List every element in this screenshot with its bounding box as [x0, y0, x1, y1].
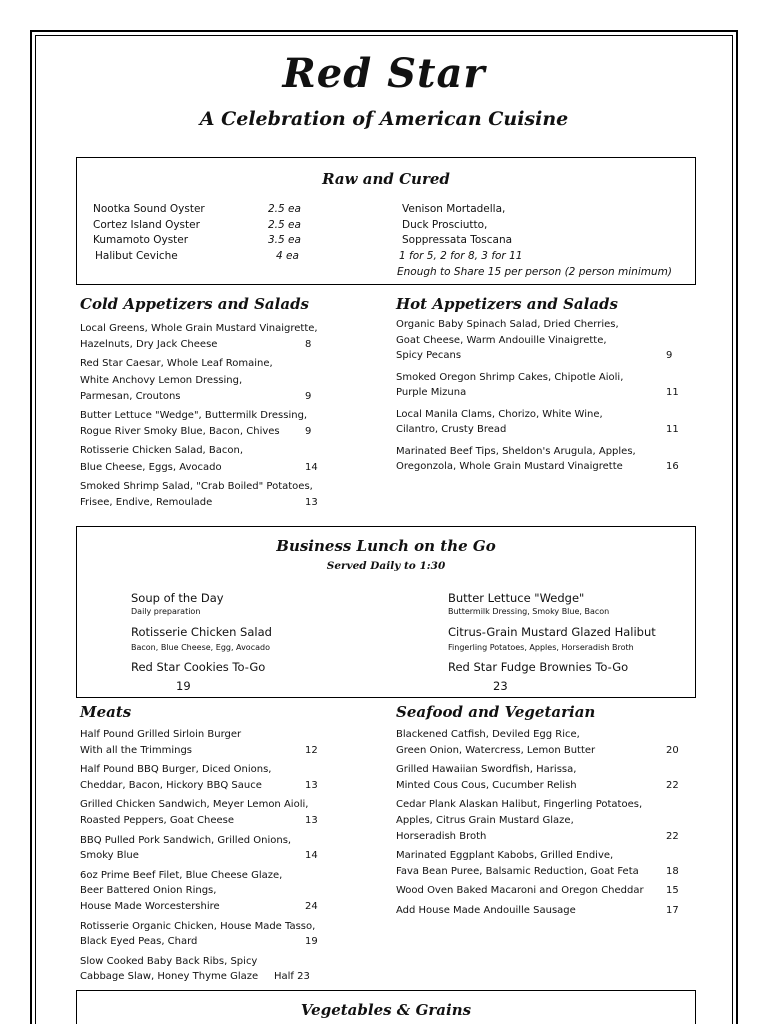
raw-item-name: Nootka Sound Oyster — [93, 203, 205, 215]
meat-item-line: Beer Battered Onion Rings, — [80, 885, 217, 897]
meats-title: Meats — [80, 703, 132, 721]
raw-item-name: Cortez Island Oyster — [93, 219, 200, 231]
cold-appetizers-title: Cold Appetizers and Salads — [80, 295, 310, 313]
meat-item-line: BBQ Pulled Pork Sandwich, Grilled Onions, — [80, 834, 292, 846]
lunch-left-desc: Bacon, Blue Cheese, Egg, Avocado — [131, 643, 270, 652]
meat-item-line: Grilled Chicken Sandwich, Meyer Lemon Aioli, — [80, 799, 309, 811]
hot-item-line: Organic Baby Spinach Salad, Dried Cherries, — [396, 319, 619, 330]
seafood-item-line: Apples, Citrus Grain Mustard Glaze, — [396, 815, 574, 826]
seafood-item-price: 22 — [666, 830, 679, 842]
meat-item-price: 13 — [305, 815, 318, 826]
hot-item-price: 11 — [666, 387, 679, 398]
meat-item-line: Roasted Peppers, Goat Cheese — [80, 815, 234, 826]
cured-pricing: 1 for 5, 2 for 8, 3 for 11 — [399, 250, 523, 262]
lunch-right-item: Butter Lettuce "Wedge" — [448, 591, 585, 605]
meat-item-line: House Made Worcestershire — [80, 901, 220, 912]
cold-item-line: Red Star Caesar, Whole Leaf Romaine, — [80, 358, 273, 370]
raw-item-price: 3.5 ea — [268, 234, 301, 246]
meat-item-line: Cabbage Slaw, Honey Thyme Glaze — [80, 971, 259, 983]
raw-item-name: Halibut Ceviche — [95, 250, 178, 262]
hot-item-line: Purple Mizuna — [396, 387, 467, 398]
seafood-item-line: Marinated Eggplant Kabobs, Grilled Endive, — [396, 850, 614, 862]
cold-item-line: White Anchovy Lemon Dressing, — [80, 374, 243, 386]
cold-item-line: Butter Lettuce "Wedge", Buttermilk Dressing, — [80, 410, 308, 421]
hot-item-line: Marinated Beef Tips, Sheldon's Arugula, Apples, — [396, 445, 636, 457]
business-lunch-subtitle: Served Daily to 1:30 — [326, 560, 446, 572]
hot-item-price: 9 — [666, 350, 673, 361]
meat-item-price: 12 — [305, 744, 318, 756]
meat-item-price: 24 — [305, 901, 318, 912]
raw-item-price: 4 ea — [276, 250, 299, 262]
seafood-item-line: Grilled Hawaiian Swordfish, Harissa, — [396, 764, 577, 776]
meat-item-price: Half 23 — [274, 971, 310, 983]
hot-item-price: 16 — [666, 461, 679, 472]
cured-item: Venison Mortadella, — [402, 203, 506, 215]
meat-item-line: With all the Trimmings — [80, 744, 193, 756]
seafood-item-line: Add House Made Andouille Sausage — [396, 905, 576, 916]
cold-item-line: Hazelnuts, Dry Jack Cheese — [80, 339, 218, 351]
seafood-item-line: Minted Cous Cous, Cucumber Relish — [396, 779, 577, 791]
seafood-item-line: Fava Bean Puree, Balsamic Reduction, Goat Feta — [396, 865, 639, 877]
seafood-item-price: 15 — [666, 885, 679, 897]
raw-item-price: 2.5 ea — [268, 203, 301, 215]
cold-item-price: 9 — [305, 390, 312, 402]
cold-item-price: 9 — [305, 426, 312, 438]
cold-item-line: Frisee, Endive, Remoulade — [80, 497, 213, 508]
cold-item-price: 8 — [305, 339, 312, 351]
lunch-left-price: 19 — [176, 679, 191, 693]
lunch-left-item: Rotisserie Chicken Salad — [131, 625, 272, 639]
seafood-item-line: Green Onion, Watercress, Lemon Butter — [396, 744, 596, 756]
cold-item-line: Blue Cheese, Eggs, Avocado — [80, 461, 222, 473]
seafood-item-line: Cedar Plank Alaskan Halibut, Fingerling Potatoes, — [396, 799, 643, 811]
meat-item-price: 14 — [305, 850, 318, 862]
meat-item-line: Slow Cooked Baby Back Ribs, Spicy — [80, 955, 258, 967]
seafood-item-price: 22 — [666, 779, 679, 791]
seafood-item-price: 17 — [666, 905, 679, 916]
share-note: Enough to Share 15 per person (2 person minimum) — [397, 266, 672, 278]
hot-appetizers-title: Hot Appetizers and Salads — [396, 295, 618, 313]
lunch-right-price: 23 — [493, 679, 508, 693]
cold-item-price: 14 — [305, 461, 318, 473]
lunch-right-item: Red Star Fudge Brownies To-Go — [448, 660, 629, 674]
meat-item-line: Smoky Blue — [80, 850, 139, 862]
hot-item-line: Cilantro, Crusty Bread — [396, 424, 507, 435]
raw-and-cured-title: Raw and Cured — [322, 170, 450, 188]
meat-item-price: 13 — [305, 779, 318, 791]
meat-item-line: Cheddar, Bacon, Hickory BBQ Sauce — [80, 779, 262, 791]
seafood-item-line: Horseradish Broth — [396, 830, 487, 842]
meat-item-price: 19 — [305, 936, 318, 948]
restaurant-name: Red Star — [282, 50, 486, 97]
restaurant-tagline: A Celebration of American Cuisine — [199, 108, 569, 130]
hot-item-price: 11 — [666, 424, 679, 435]
lunch-right-item: Citrus-Grain Mustard Glazed Halibut — [448, 625, 656, 639]
lunch-left-desc: Daily preparation — [131, 607, 201, 616]
meat-item-line: Half Pound Grilled Sirloin Burger — [80, 729, 242, 740]
lunch-right-desc: Buttermilk Dressing, Smoky Blue, Bacon — [448, 607, 610, 616]
hot-item-line: Oregonzola, Whole Grain Mustard Vinaigrette — [396, 461, 623, 472]
lunch-left-item: Soup of the Day — [131, 591, 224, 605]
seafood-item-line: Wood Oven Baked Macaroni and Oregon Cheddar — [396, 885, 644, 897]
cold-item-price: 13 — [305, 497, 318, 508]
business-lunch-title: Business Lunch on the Go — [276, 537, 496, 555]
meat-item-line: 6oz Prime Beef Filet, Blue Cheese Glaze, — [80, 869, 283, 881]
meat-item-line: Rotisserie Organic Chicken, House Made Tasso, — [80, 920, 316, 932]
vegetables-title: Vegetables & Grains — [300, 1001, 472, 1019]
cured-item: Soppressata Toscana — [402, 234, 513, 246]
meat-item-line: Half Pound BBQ Burger, Diced Onions, — [80, 764, 272, 776]
hot-item-line: Goat Cheese, Warm Andouille Vinaigrette, — [396, 334, 607, 346]
seafood-item-line: Blackened Catfish, Deviled Egg Rice, — [396, 729, 580, 740]
cold-item-line: Smoked Shrimp Salad, "Crab Boiled" Potatoes, — [80, 480, 313, 492]
cured-item: Duck Prosciutto, — [402, 219, 488, 231]
raw-item-name: Kumamoto Oyster — [93, 234, 189, 246]
cold-item-line: Parmesan, Croutons — [80, 390, 181, 402]
seafood-item-price: 20 — [666, 744, 679, 756]
cold-item-line: Rotisserie Chicken Salad, Bacon, — [80, 445, 244, 457]
raw-item-price: 2.5 ea — [268, 219, 301, 231]
lunch-right-desc: Fingerling Potatoes, Apples, Horseradish Broth — [448, 643, 634, 652]
seafood-title: Seafood and Vegetarian — [396, 703, 596, 721]
hot-item-line: Spicy Pecans — [396, 350, 462, 361]
hot-item-line: Smoked Oregon Shrimp Cakes, Chipotle Aioli, — [396, 371, 624, 383]
cold-item-line: Local Greens, Whole Grain Mustard Vinaigrette, — [80, 323, 318, 334]
lunch-left-item: Red Star Cookies To-Go — [131, 660, 266, 674]
meat-item-line: Black Eyed Peas, Chard — [80, 936, 198, 948]
seafood-item-price: 18 — [666, 865, 679, 877]
hot-item-line: Local Manila Clams, Chorizo, White Wine, — [396, 408, 603, 420]
cold-item-line: Rogue River Smoky Blue, Bacon, Chives — [80, 426, 280, 438]
